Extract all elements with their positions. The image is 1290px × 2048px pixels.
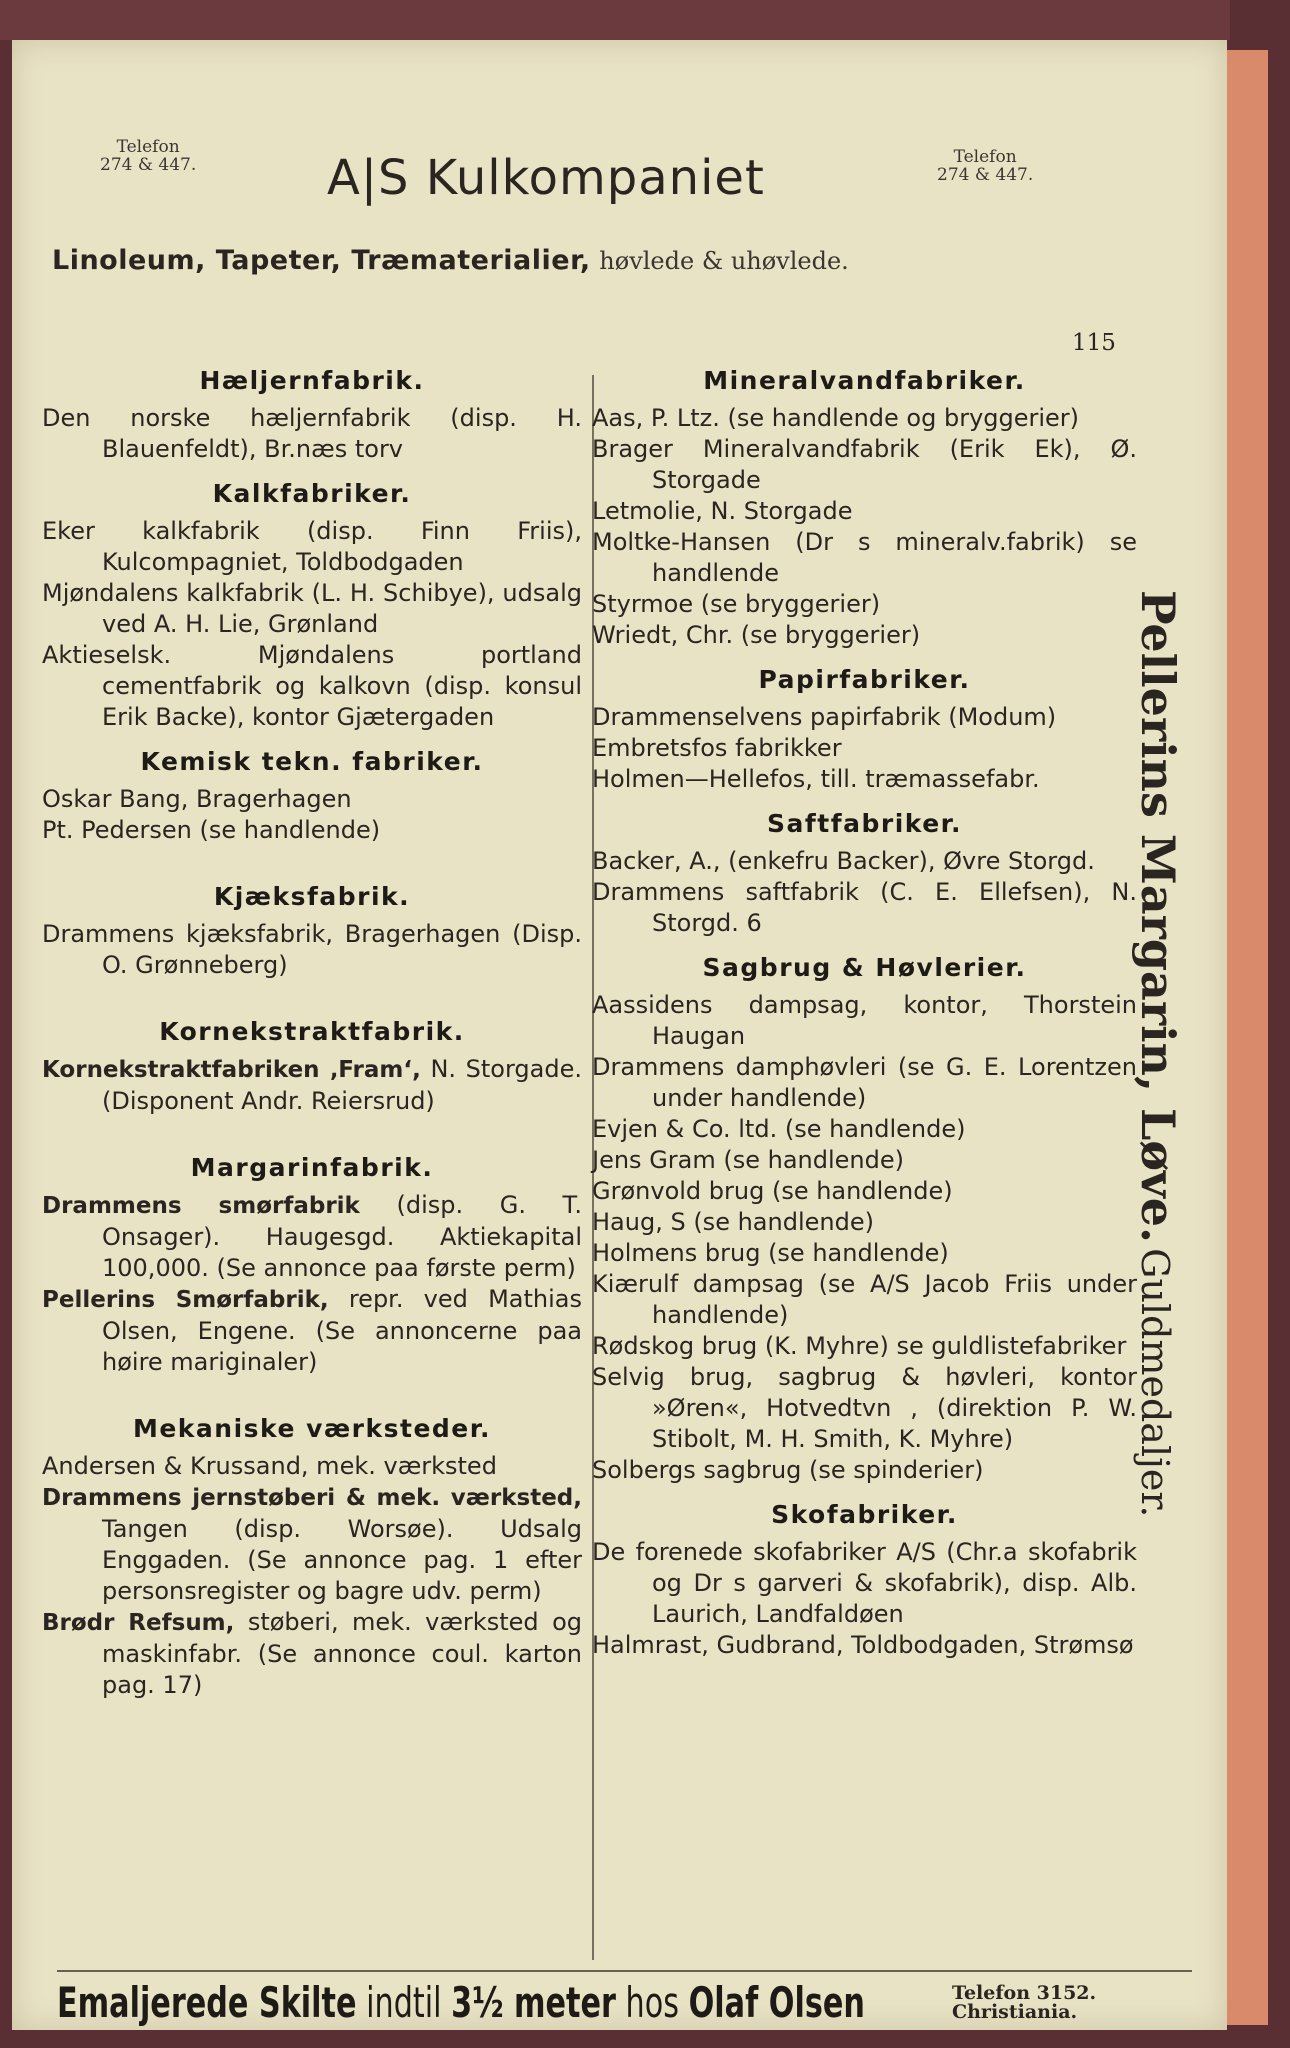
side-advert-brand: Pellerins Margarin, Løve. [1131, 590, 1185, 1244]
footer-rule [57, 1970, 1192, 1972]
footer-telephone [952, 1984, 1096, 2022]
document-page [12, 40, 1227, 2030]
entry-text: Wriedt, Chr. (se bryggerier) [592, 621, 921, 649]
entry-text: støberi, mek. værksted og maskinfabr. (Se annonce coul. karton pag. 17) [102, 1608, 582, 1699]
telephone-left-label: Telefon [116, 137, 180, 157]
telephone-right [937, 148, 1033, 184]
entry-text: Pt. Pedersen (se handlende) [42, 816, 381, 844]
entry-text: Jens Gram (se handlende) [592, 1146, 904, 1174]
subtitle-products: Linoleum, Tapeter, Træmaterialier, [52, 245, 591, 276]
section-heading: Kjæksfabrik. [213, 882, 411, 911]
entry-text: De forenede skofabriker A/S (Chr.a skofabrik og Dr s garveri & skofabrik), disp. Alb. Laurich, Landfaldøen [592, 1538, 1137, 1628]
entry-text: Holmen—Hellefos, till. træmassefabr. [592, 765, 1040, 793]
directory-entry [592, 589, 1137, 620]
directory-entry [592, 1630, 1137, 1661]
entry-text: Styrmoe (se bryggerier) [592, 590, 881, 618]
directory-entry [42, 1482, 582, 1607]
directory-entry [592, 620, 1137, 651]
footer-text-upto: indtil [356, 1978, 452, 2027]
right-column [592, 366, 1137, 1661]
entry-text: Rødskog brug (K. Myhre) se guldlistefabriker [592, 1332, 1127, 1360]
company-name: A|S Kulkompaniet [327, 150, 765, 206]
directory-entry [592, 1145, 1137, 1176]
directory-entry [592, 1269, 1137, 1331]
entry-name: Drammens jernstøberi & mek. værksted, [42, 1485, 582, 1511]
side-advert-text [1131, 590, 1185, 1517]
directory-entry [42, 403, 582, 465]
entry-text: Oskar Bang, Bragerhagen [42, 785, 352, 813]
directory-entry [592, 846, 1137, 877]
directory-entry [592, 434, 1137, 496]
entry-text: Aassidens dampsag, kontor, Thorstein Haugan [592, 991, 1137, 1050]
entry-text: Drammens kjæksfabrik, Bragerhagen (Disp. O. Grønneberg) [42, 920, 582, 979]
directory-entry [592, 702, 1137, 733]
directory-entry [592, 877, 1137, 939]
section-heading: Kemisk tekn. fabriker. [140, 747, 484, 776]
directory-entry [592, 1537, 1137, 1630]
side-advert [1131, 590, 1185, 1600]
directory-entry [592, 1052, 1137, 1114]
directory-entry [42, 1284, 582, 1378]
directory-entry [592, 1455, 1137, 1486]
footer-advert [57, 1978, 1187, 2038]
directory-entry [42, 1451, 582, 1482]
directory-entry [42, 1054, 582, 1117]
footer-text-signs: Emaljerede Skilte [57, 1978, 357, 2027]
entry-text: Den norske hæljernfabrik (disp. H. Blauenfeldt), Br.næs torv [42, 404, 582, 463]
directory-entry [42, 919, 582, 981]
directory-entry [592, 1207, 1137, 1238]
directory-entry [592, 733, 1137, 764]
directory-entry [592, 764, 1137, 795]
book-cover-top [0, 0, 1290, 40]
entry-text: Grønvold brug (se handlende) [592, 1177, 953, 1205]
directory-entry [42, 516, 582, 578]
entry-text: Andersen & Krussand, mek. værksted [42, 1452, 497, 1480]
entry-text: repr. ved Mathias Olsen, Engene. (Se annoncerne paa høire mariginaler) [102, 1285, 582, 1376]
entry-text: Haug, S (se handlende) [592, 1208, 874, 1236]
entry-name: Kornekstraktfabriken ‚Fram‘, [42, 1057, 421, 1083]
telephone-left-number: 274 & 447. [100, 155, 197, 175]
section-heading: Papirfabriker. [758, 665, 971, 694]
entry-text: Solbergs sagbrug (se spinderier) [592, 1456, 984, 1484]
side-advert-medals: Guldmedaljer. [1133, 1248, 1177, 1518]
section-heading: Kornekstraktfabrik. [159, 1017, 465, 1046]
footer-text-at: hos [615, 1978, 689, 2027]
footer-text-name: Olaf Olsen [688, 1978, 865, 2027]
section-heading: Sagbrug & Høvlerier. [702, 953, 1027, 982]
entry-text: Drammens damphøvleri (se G. E. Lorentzen under handlende) [592, 1053, 1137, 1112]
entry-name: Pellerins Smørfabrik, [42, 1287, 329, 1313]
left-column [42, 366, 582, 1701]
telephone-right-number: 274 & 447. [937, 165, 1034, 185]
directory-entry [592, 1114, 1137, 1145]
section-heading: Skofabriker. [771, 1500, 958, 1529]
directory-entry [42, 1190, 582, 1284]
entry-name: Brødr Refsum, [42, 1610, 235, 1636]
entry-text: Embretsfos fabrikker [592, 734, 842, 762]
footer-telephone-city: Christiania. [952, 2001, 1078, 2023]
footer-telephone-number: Telefon 3152. [952, 1982, 1097, 2004]
section-heading: Kalkfabriker. [212, 479, 412, 508]
section-heading: Hæljernfabrik. [199, 366, 425, 395]
entry-name: Drammens smørfabrik [42, 1193, 360, 1219]
section-heading: Mekaniske værksteder. [132, 1414, 492, 1443]
entry-text: Holmens brug (se handlende) [592, 1239, 949, 1267]
directory-entry [592, 1176, 1137, 1207]
header-subtitle [52, 245, 849, 276]
directory-entry [42, 1607, 582, 1701]
directory-entry [42, 815, 582, 846]
footer-advert-text [57, 1978, 865, 2027]
entry-text: (disp. G. T. Onsager). Haugesgd. Aktiekapital 100,000. (Se annonce paa første perm) [102, 1191, 582, 1282]
directory-entry [592, 403, 1137, 434]
directory-entry [42, 578, 582, 640]
entry-text: Eker kalkfabrik (disp. Finn Friis), Kulcompagniet, Toldbodgaden [42, 517, 582, 576]
footer-text-size: 3½ meter [451, 1978, 616, 2027]
section-heading: Margarinfabrik. [190, 1153, 434, 1182]
entry-text: Backer, A., (enkefru Backer), Øvre Storgd. [592, 847, 1095, 875]
directory-entry [592, 990, 1137, 1052]
entry-text: Drammenselvens papirfabrik (Modum) [592, 703, 1057, 731]
entry-text: Brager Mineralvandfabrik (Erik Ek), Ø. Storgade [592, 435, 1137, 494]
directory-entry [592, 1331, 1137, 1362]
directory-entry [592, 496, 1137, 527]
entry-text: Aas, P. Ltz. (se handlende og bryggerier) [592, 404, 1080, 432]
directory-entry [592, 1238, 1137, 1269]
telephone-right-label: Telefon [953, 147, 1017, 167]
entry-text: Evjen & Co. ltd. (se handlende) [592, 1115, 966, 1143]
entry-text: Halmrast, Gudbrand, Toldbodgaden, Strømsø [592, 1631, 1134, 1659]
entry-text: Aktieselsk. Mjøndalens portland cementfabrik og kalkovn (disp. konsul Erik Backe), kontor Gjætergaden [42, 641, 582, 731]
subtitle-detail: høvlede & uhøvlede. [599, 247, 849, 275]
entry-text: Kiærulf dampsag (se A/S Jacob Friis under handlende) [592, 1270, 1137, 1329]
entry-text: Moltke-Hansen (Dr s mineralv.fabrik) se handlende [592, 528, 1137, 587]
telephone-left [100, 138, 196, 174]
entry-text: Selvig brug, sagbrug & høvleri, kontor »Øren«, Hotvedtvn , (direktion P. W. Stibolt, M. H. Smith, K. Myhre) [592, 1363, 1137, 1453]
entry-text: Tangen (disp. Worsøe). Udsalg Enggaden. (Se annonce pag. 1 efter personsregister og bagre udv. perm) [102, 1515, 582, 1605]
directory-entry [42, 784, 582, 815]
directory-entry [592, 1362, 1137, 1455]
page-number: 115 [1072, 330, 1116, 356]
directory-entry [42, 640, 582, 733]
entry-text: Drammens saftfabrik (C. E. Ellefsen), N. Storgd. 6 [592, 878, 1137, 937]
entry-text: N. Storgade. (Disponent Andr. Reiersrud) [102, 1055, 583, 1115]
entry-text: Letmolie, N. Storgade [592, 497, 853, 525]
section-heading: Mineralvandfabriker. [703, 366, 1026, 395]
entry-text: Mjøndalens kalkfabrik (L. H. Schibye), udsalg ved A. H. Lie, Grønland [42, 579, 582, 638]
directory-entry [592, 527, 1137, 589]
section-heading: Saftfabriker. [767, 809, 962, 838]
